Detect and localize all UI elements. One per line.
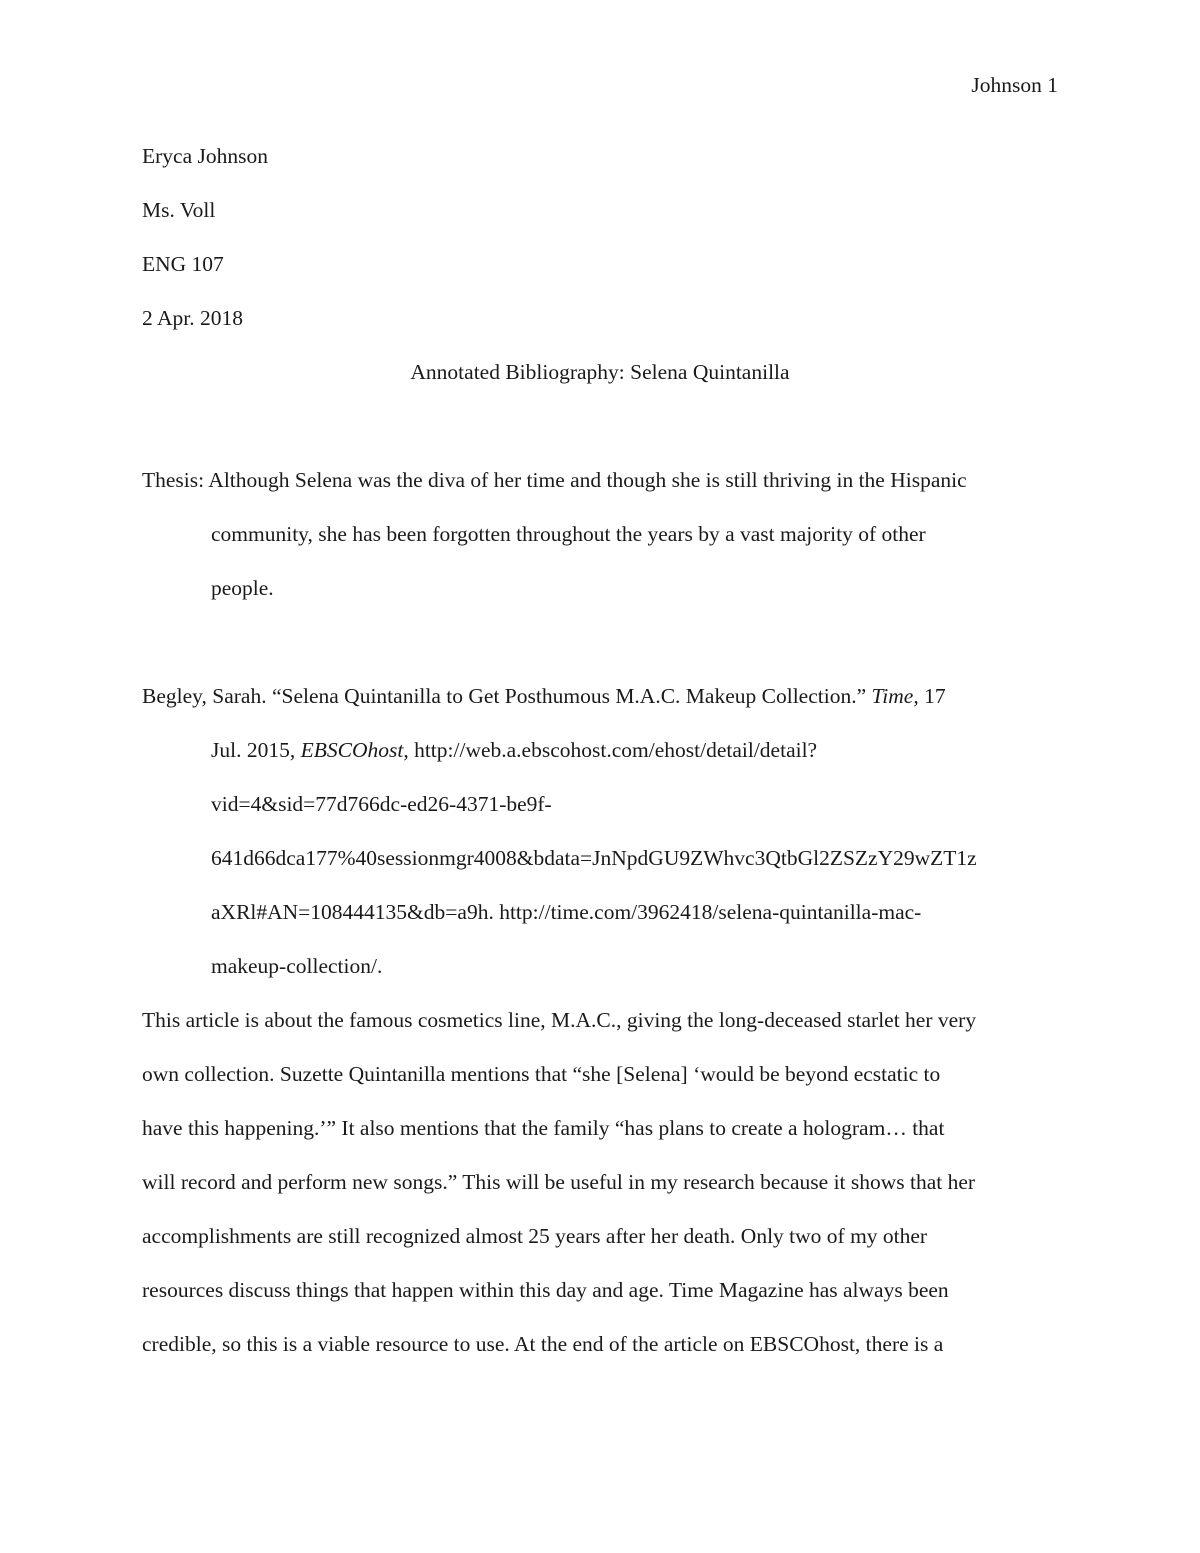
thesis-line: Thesis: Although Selena was the diva of her time and though she is still thriving in the Hispanic	[142, 468, 967, 492]
annotation-line: own collection. Suzette Quintanilla mentions that “she [Selena] ‘would be beyond ecstatic to	[142, 1062, 941, 1086]
citation-line	[142, 686, 946, 708]
annotation-line: have this happening.’” It also mentions that the family “has plans to create a hologram… that	[142, 1116, 945, 1140]
citation-url: , http://web.a.ebscohost.com/ehost/detail/detail?	[403, 738, 818, 762]
annotation-line: resources discuss things that happen within this day and age. Time Magazine has always been	[142, 1278, 949, 1302]
database-name: EBSCOhost	[300, 738, 404, 762]
citation-text: 17	[918, 684, 946, 708]
student-name: Eryca Johnson	[142, 144, 268, 168]
citation-url-line: vid=4&sid=77d766dc-ed26-4371-be9f-	[211, 792, 552, 816]
citation-url-line: 641d66dca177%40sessionmgr4008&bdata=JnNpdGU9ZWhvc3QtbGl2ZSZzY29wZT1z	[211, 846, 977, 870]
annotation-line: will record and perform new songs.” This will be useful in my research because it shows that her	[142, 1170, 976, 1194]
publication-title: Time,	[871, 684, 919, 708]
citation-url-line: aXRl#AN=108444135&db=a9h. http://time.com/3962418/selena-quintanilla-mac-	[211, 900, 922, 924]
citation-text: Jul. 2015,	[211, 738, 301, 762]
citation-line	[211, 740, 817, 762]
instructor-name: Ms. Voll	[142, 198, 216, 222]
citation-url-line: makeup-collection/.	[211, 954, 383, 978]
annotation-line: credible, so this is a viable resource to use. At the end of the article on EBSCOhost, there is a	[142, 1332, 944, 1356]
thesis-line: people.	[211, 576, 274, 600]
course-name: ENG 107	[142, 252, 224, 276]
citation-text: Begley, Sarah. “Selena Quintanilla to Get Posthumous M.A.C. Makeup Collection.”	[142, 684, 872, 708]
annotation-line: accomplishments are still recognized almost 25 years after her death. Only two of my other	[142, 1224, 928, 1248]
running-head: Johnson 1	[971, 73, 1058, 97]
document-title: Annotated Bibliography: Selena Quintanilla	[410, 360, 790, 384]
annotation-line: This article is about the famous cosmetics line, M.A.C., giving the long-deceased starlet her very	[142, 1008, 977, 1032]
thesis-line: community, she has been forgotten throughout the years by a vast majority of other	[211, 522, 926, 546]
date: 2 Apr. 2018	[142, 306, 243, 330]
